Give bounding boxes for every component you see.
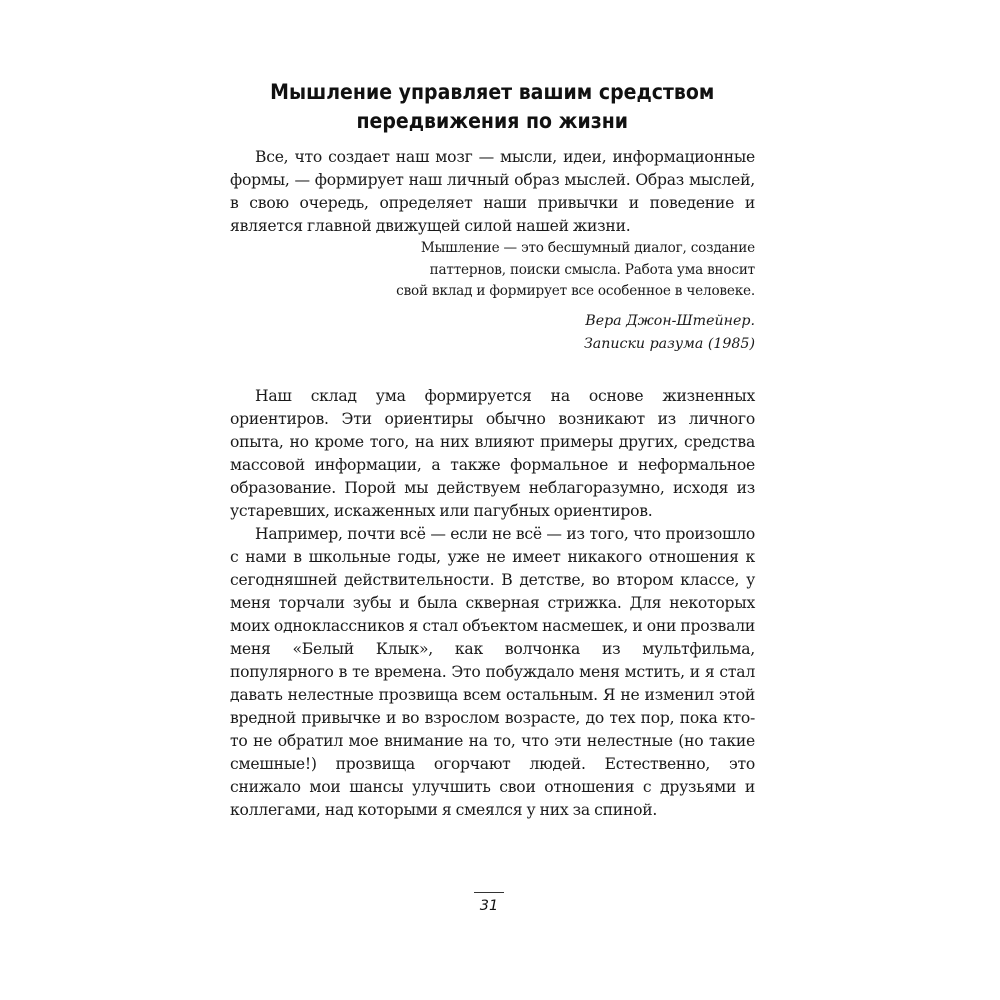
section-title-line-1: Мышление управляет вашим средством bbox=[270, 80, 715, 105]
section-title-line-2: передвижения по жизни bbox=[356, 109, 629, 134]
body-paragraph-1: Наш склад ума формируется на основе жизненных ориентиров. Эти ориентиры обычно возникают из личного опыта, но кроме того, на них влияют примеры других, средства массовой информации, а также формальное и неформальное образование. Порой мы действуем неблагоразумно, исходя из устаревших, искаженных или пагубных ориентиров. bbox=[230, 386, 755, 520]
intro-paragraph: Все, что создает наш мозг — мысли, идеи, информационные формы, — формирует наш личный образ мыслей. Образ мыслей, в свою очередь, определяет наши привычки и поведение и является главной движущей силой нашей жизни. bbox=[230, 148, 755, 235]
section-title bbox=[229, 78, 756, 136]
epigraph-source: Записки разума (1985) bbox=[583, 335, 755, 352]
epigraph-line-3: свой вклад и формирует все особенное в человеке. bbox=[396, 283, 755, 299]
body-paragraph-2: Например, почти всё — если не всё — из того, что произошло с нами в школьные годы, уже не имеет никакого отношения к сегодняшней действительности. В детстве, во втором классе, у меня торчали зубы и была скверная стрижка. Для некоторых моих одноклассников я стал объектом насмешек, и они прозвали меня «Белый Клык», как волчонка из мультфильма, популярного в те времена. Это побуждало меня мстить, и я стал давать нелестные прозвища всем остальным. Я не изменил этой вредной привычке и во взрослом возрасте, до тех пор, пока кто-то не обратил мое внимание на то, что эти нелестные (но такие смешные!) прозвища огорчают людей. Естественно, это снижало мои шансы улучшить свои отношения с друзьями и коллегами, над которыми я смеялся у них за спиной. bbox=[230, 524, 755, 819]
page-number: 31 bbox=[474, 892, 504, 917]
epigraph-line-1: Мышление — это бесшумный диалог, создание bbox=[420, 240, 755, 256]
epigraph-line-2: паттернов, поиски смысла. Работа ума вносит bbox=[429, 261, 755, 278]
book-page bbox=[230, 78, 755, 822]
epigraph-author: Вера Джон-Штейнер. bbox=[585, 312, 755, 329]
epigraph-quote bbox=[230, 238, 755, 303]
epigraph-attribution bbox=[230, 310, 755, 356]
